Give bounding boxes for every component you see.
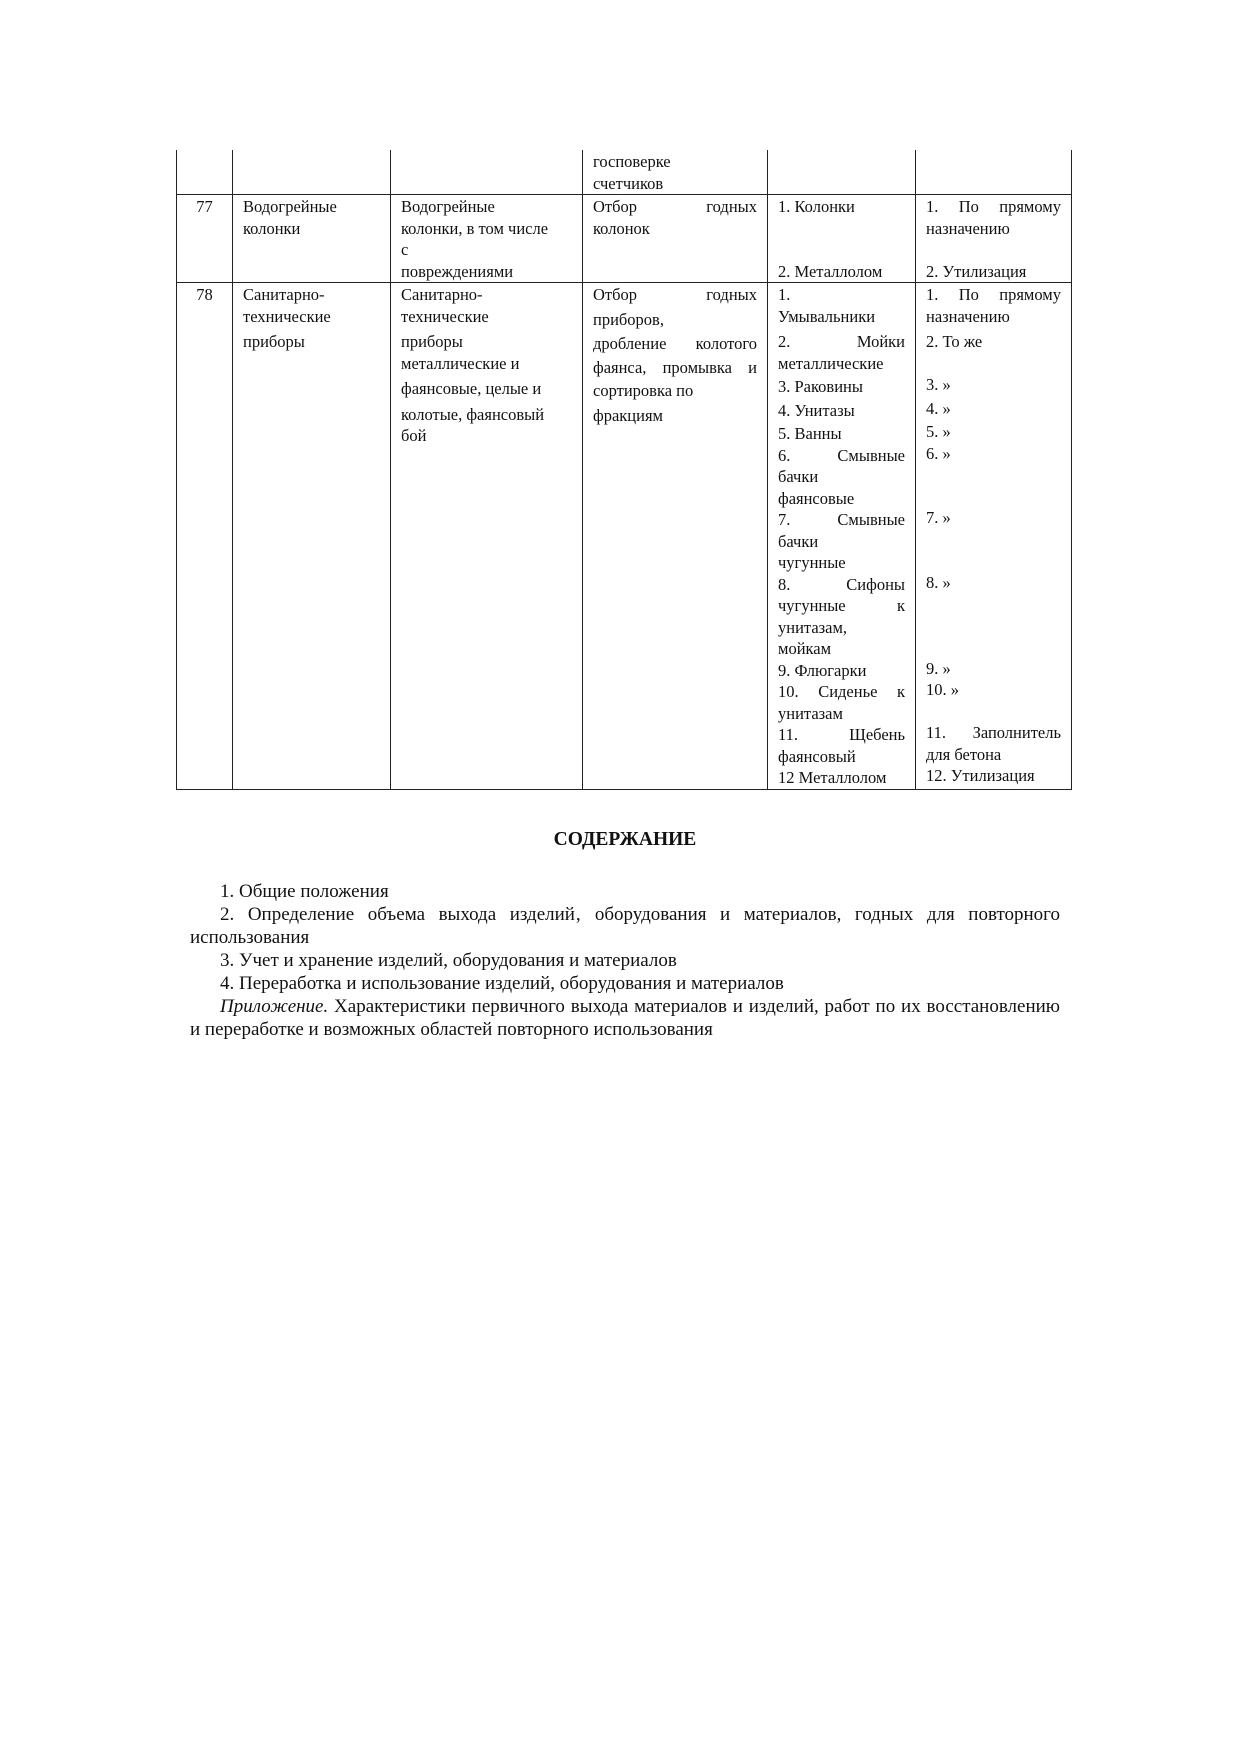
appendix-text: Характеристики первичного выхода материалов и изделий, работ по их восстановлению и переработке и возможных областей повторного использования: [190, 996, 1060, 1040]
condition-cell: Санитарно- технические приборы металлические и фаянсовые, целые и колотые, фаянсовый бой: [391, 283, 583, 790]
table-row: [177, 283, 1072, 790]
contents-appendix: [190, 995, 1060, 1041]
item-name-cell: Водогрейные колонки: [233, 195, 391, 283]
condition-cell: [391, 150, 583, 195]
products-cell: [768, 150, 916, 195]
products-cell: 1. Умывальники 2. Мойки металлические 3. Раковины 4. Унитазы 5. Ванны 6. Смывные бачки фаянсовые 7. Смывные бачки чугунные 8. Сифоны чугунные к унитазам, мойкам 9. Флюгарки 10. Сиденье к унитазам 11. Щебень фаянсовый 12 Металлолом: [768, 283, 916, 790]
products-cell: 1. Колонки 2. Металлолом: [768, 195, 916, 283]
row-number: [177, 150, 233, 195]
row-number: 77: [177, 195, 233, 283]
table-row: [177, 150, 1072, 195]
contents-item: 4. Переработка и использование изделий, оборудования и материалов: [220, 973, 784, 994]
contents-item: 2. Определение объема выхода изделий‚ оборудования и материалов, годных для повторного использования: [190, 904, 1060, 948]
works-cell: Отбор годных приборов, дробление колотого фаянса, промывка и сортировка по фракциям: [583, 283, 768, 790]
contents-item: 3. Учет и хранение изделий, оборудования и материалов: [220, 950, 677, 971]
areas-cell: 1. По прямому назначению 2. Утилизация: [916, 195, 1072, 283]
contents-title: СОДЕРЖАНИЕ: [553, 829, 697, 850]
areas-cell: [916, 150, 1072, 195]
table-row: [177, 195, 1072, 283]
row-number: 78: [177, 283, 233, 790]
appendix-label: Приложение.: [220, 996, 329, 1017]
works-cell: Отбор годных колонок: [583, 195, 768, 283]
table-of-contents: [190, 828, 1060, 1041]
item-name-cell: [233, 150, 391, 195]
equipment-table: [176, 150, 1072, 790]
works-cell: госповерке счетчиков: [583, 150, 768, 195]
item-name-cell: Санитарно- технические приборы: [233, 283, 391, 790]
contents-item: 1. Общие положения: [220, 881, 389, 902]
areas-cell: 1. По прямому назначению 2. То же 3. » 4. » 5. » 6. » 7. » 8. » 9. » 10. » 11. Заполнитель для бетона 12. Утилизация: [916, 283, 1072, 790]
condition-cell: Водогрейные колонки, в том числе с повреждениями: [391, 195, 583, 283]
